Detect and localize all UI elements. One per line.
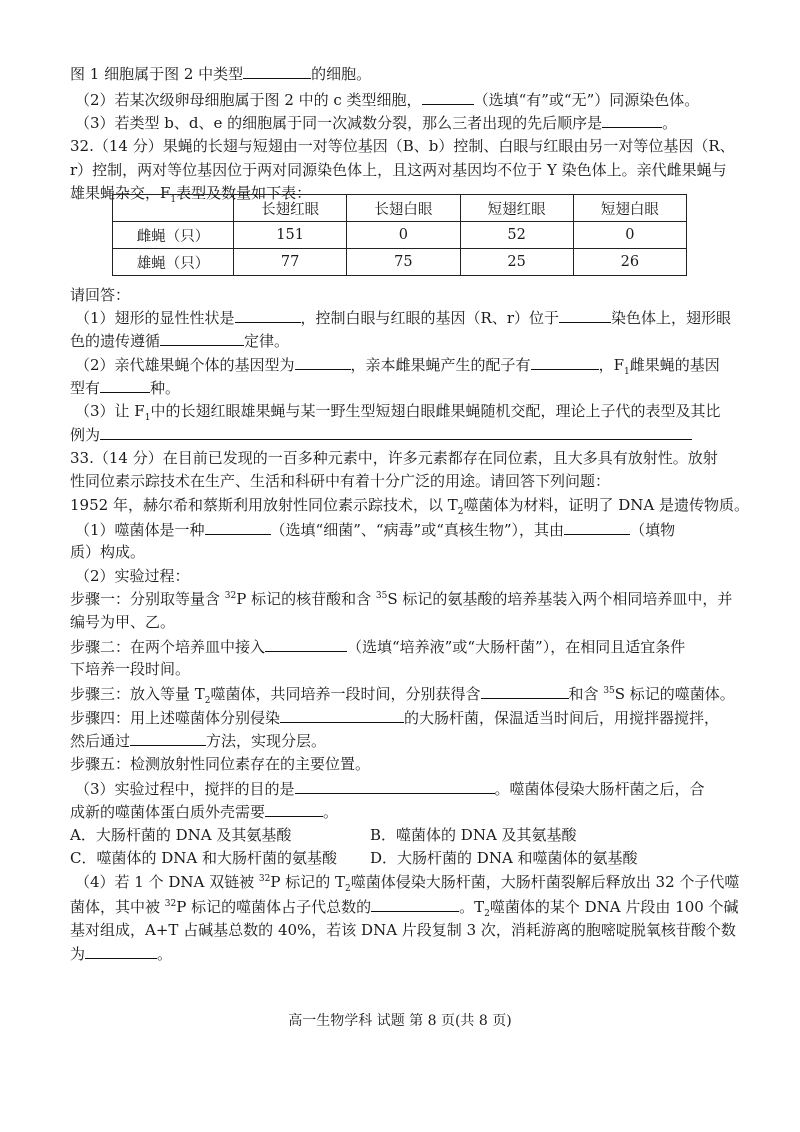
- answer-blank[interactable]: [265, 800, 323, 817]
- table-header-row: [113, 195, 687, 222]
- table-row: [113, 222, 687, 249]
- results-table: [112, 194, 687, 276]
- table-cell: 0: [347, 222, 460, 249]
- option-b[interactable]: B．噬菌体的 DNA 及其氨基酸: [370, 826, 577, 844]
- table-cell: 75: [347, 249, 460, 276]
- q32-line-2: r）控制，两对等位基因位于两对同源染色体上，且这两对基因均不位于 Y 染色体上。亲代雌果蝇与: [70, 161, 727, 179]
- q33-s1-line-2: 质）构成。: [70, 543, 146, 561]
- q33-line-1: 33.（14 分）在目前已发现的一百多种元素中，许多元素都存在同位素，且大多具有放射性。放射: [70, 449, 718, 467]
- answer-blank[interactable]: [100, 376, 150, 393]
- step2-line-2: 下培养一段时间。: [70, 660, 191, 678]
- q33-s4-line-2: 菌体，其中被 $^{32}$P 标记的噬菌体占子代总数的 。$T_2$噬菌体的某个 DNA 片段由 100 个碱: [70, 895, 744, 918]
- answer-blank[interactable]: [160, 329, 244, 346]
- answer-blank[interactable]: [295, 777, 495, 794]
- table-row: [113, 249, 687, 276]
- q33-s4-line-3: 基对组成，A+T 占碱基总数的 40%，若该 DNA 片段复制 3 次，消耗游离的胞嘧啶脱氧核苷酸个数: [70, 921, 736, 939]
- option-c[interactable]: C．噬菌体的 DNA 和大肠杆菌的氨基酸: [70, 849, 337, 867]
- step5-line: 步骤五：检测放射性同位素存在的主要位置。: [70, 755, 371, 773]
- answer-blank[interactable]: [100, 423, 692, 440]
- step1-line-1: 步骤一：分别取等量含 $^{32}$P 标记的核苷酸和含 $^{35}$S 标记的氨基酸的培养基装入两个相同培养皿中，并: [70, 590, 733, 608]
- q32-p1-line-2: 色的遗传遵循 定律。: [70, 329, 744, 352]
- table-cell: 0: [573, 222, 686, 249]
- answer-blank[interactable]: [130, 729, 206, 746]
- step1-line-2: 编号为甲、乙。: [70, 613, 176, 631]
- q32-p1-line-1: （1）翅形的显性性状是 ，控制白眼与红眼的基因（R、r）位于 染色体上，翅形眼: [75, 306, 744, 329]
- row-label: 雌蝇（只）: [113, 222, 234, 249]
- line-q3: （3）若类型 b、d、e 的细胞属于同一次减数分裂，那么三者出现的先后顺序是 。: [75, 111, 744, 134]
- page-footer: 高一生物学科 试题 第 8 页(共 8 页): [288, 1013, 512, 1029]
- answer-blank[interactable]: [481, 682, 569, 699]
- answer-blank[interactable]: [235, 306, 301, 323]
- q32-p2-line-1: （2）亲代雄果蝇个体的基因型为 ，亲本雌果蝇产生的配子有 ，$F_1$雌果蝇的基因: [75, 353, 744, 376]
- q33-line-3: 1952 年，赫尔希和蔡斯利用放射性同位素示踪技术，以 $T_2$噬菌体为材料，证明了 DNA 是遗传物质。: [70, 496, 749, 517]
- answer-blank[interactable]: [243, 62, 311, 79]
- q32-line-1: 32.（14 分）果蝇的长翅与短翅由一对等位基因（B、b）控制、白眼与红眼由另一对等位基因（R、: [70, 137, 735, 155]
- option-a[interactable]: A．大肠杆菌的 DNA 及其氨基酸: [70, 826, 292, 844]
- step2-line-1: 步骤二：在两个培养皿中接入 （选填“培养液”或“大肠杆菌”），在相同且适宜条件: [70, 635, 744, 658]
- step4-line-1: 步骤四：用上述噬菌体分别侵染 的大肠杆菌，保温适当时间后，用搅拌器搅拌，: [70, 706, 744, 729]
- q33-s1-line-1: （1）噬菌体是一种 （选填“细菌”、“病毒”或“真核生物”），其由 （填物: [75, 518, 744, 541]
- table-cell: 26: [573, 249, 686, 276]
- answer-blank[interactable]: [422, 88, 474, 105]
- ask-line: 请回答：: [70, 286, 131, 304]
- table-cell: 77: [234, 249, 347, 276]
- answer-blank[interactable]: [265, 635, 347, 652]
- table-header-cell: [113, 195, 234, 222]
- option-d[interactable]: D．大肠杆菌的 DNA 和噬菌体的氨基酸: [370, 849, 638, 867]
- q33-s4-line-4: 为 。: [70, 942, 744, 965]
- table-header-cell: 短翅白眼: [573, 195, 686, 222]
- q33-s3-line-2: 成新的噬菌体蛋白质外壳需要 。: [70, 800, 744, 823]
- step4-line-2: 然后通过 方法，实现分层。: [70, 729, 744, 752]
- answer-blank[interactable]: [205, 518, 271, 535]
- q33-line-2: 性同位素示踪技术在生产、生活和科研中有着十分广泛的用途。请回答下列问题：: [70, 472, 611, 490]
- q33-s3-line-1: （3）实验过程中，搅拌的目的是 。噬菌体侵染大肠杆菌之后，合: [75, 777, 744, 800]
- table-header-cell: 短翅红眼: [460, 195, 573, 222]
- answer-blank[interactable]: [602, 111, 662, 128]
- answer-blank[interactable]: [371, 895, 459, 912]
- answer-blank[interactable]: [531, 353, 599, 370]
- answer-blank[interactable]: [85, 942, 157, 959]
- answer-blank[interactable]: [564, 518, 630, 535]
- q32-line-3: 雄果蝇杂交，$F_1$表型及数量如下表：: [70, 184, 312, 205]
- q32-p2-line-2: 型有 种。: [70, 376, 744, 399]
- options-row-2: [70, 847, 744, 869]
- answer-blank[interactable]: [559, 306, 611, 323]
- table-header-cell: 长翅红眼: [234, 195, 347, 222]
- answer-blank[interactable]: [295, 353, 351, 370]
- q32-p3-line-2: 例为: [70, 423, 744, 446]
- q33-s2-line: （2）实验过程：: [75, 567, 190, 585]
- options-row-1: [70, 824, 744, 846]
- table-cell: 52: [460, 222, 573, 249]
- line-q2: （2）若某次级卵母细胞属于图 2 中的 c 类型细胞， （选填“有”或“无”）同源染色体。: [75, 88, 744, 111]
- q32-p3-line-1: （3）让 $F_1$中的长翅红眼雄果蝇与某一野生型短翅白眼雌果蝇随机交配，理论上子代的表型及其比: [75, 402, 721, 423]
- table-cell: 25: [460, 249, 573, 276]
- table-header-cell: 长翅白眼: [347, 195, 460, 222]
- answer-blank[interactable]: [280, 706, 404, 723]
- table-cell: 151: [234, 222, 347, 249]
- step3-line: 步骤三：放入等量 $T_2$噬菌体，共同培养一段时间，分别获得含 和含 $^{35}$S 标记的噬菌体。: [70, 682, 744, 705]
- row-label: 雄蝇（只）: [113, 249, 234, 276]
- q33-s4-line-1: （4）若 1 个 DNA 双链被 $^{32}$P 标记的 $T_2$噬菌体侵染大肠杆菌，大肠杆菌裂解后释放出 32 个子代噬: [75, 873, 740, 894]
- line-figure-type: 图 1 细胞属于图 2 中类型 的细胞。: [70, 62, 744, 85]
